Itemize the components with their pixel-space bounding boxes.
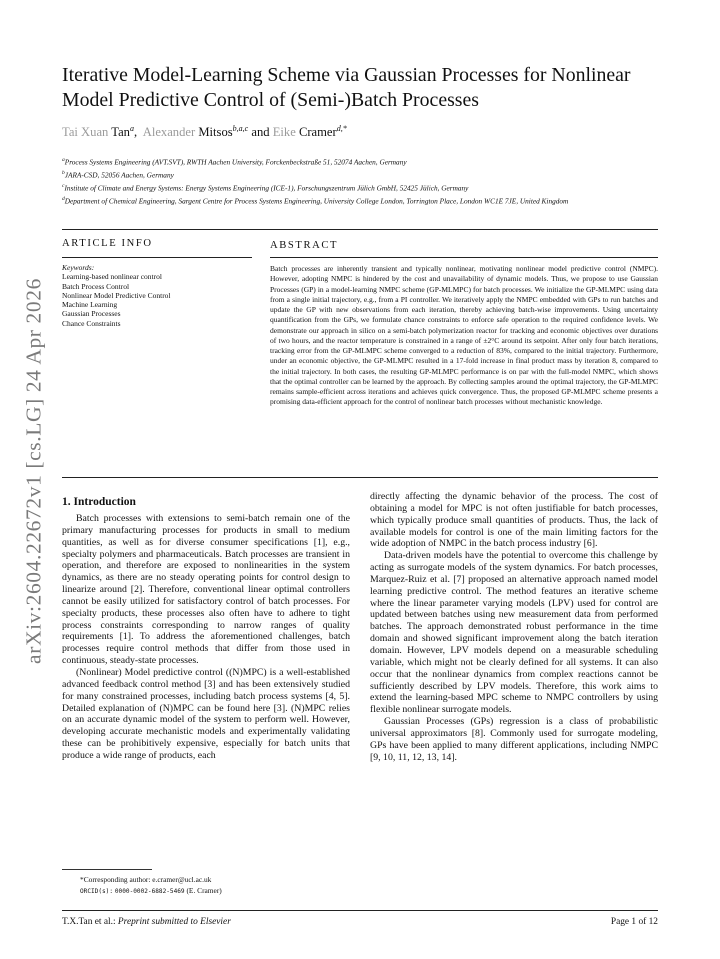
footnote: [80, 875, 350, 897]
arxiv-identifier: arXiv:2604.22672v1 [cs.LG] 24 Apr 2026: [21, 278, 46, 664]
paper-title: [62, 63, 672, 113]
orcid-name: (E. Cramer): [186, 885, 222, 895]
affiliation-mark: b: [62, 170, 65, 176]
affiliation-d: [62, 194, 662, 207]
intro-paragraph: (Nonlinear) Model predictive control ((N)MPC) is a well-established advanced feedback control method [3] and has been extensively studied for many constrained processes, including batch process systems [4, 5]. Detailed explanation of (N)MPC can be found here [3]. (N)MPC relies on an accurate dynamic model of the system to perform well. However, developing accurate mechanistic models and experimentally validating these can be prohibitively expensive, especially for batch units that produce a wide range of products, each: [62, 666, 350, 761]
author-first-name: Alexander: [142, 125, 196, 140]
footer-authors: T.X.Tan et al.:: [62, 917, 116, 927]
author-affil-mark: b,a,c: [232, 124, 249, 133]
intro-paragraph: Batch processes with extensions to semi-batch remain one of the primary manufacturing processes for products in small to medium quantities, as well as for diverse consumer specifications [1], e.g., specialty polymers and pharmaceuticals. Batch processes are transient in operation, and therefore are exposed to nonlinearities in the system dynamics, as there are no steady operating points for control design to linearize around [2]. Therefore, conventional linear optimal controllers cannot be easily utilized for satisfactory control of batch processes. For specialty products, these processes also often have to adhere to tight process constraints corresponding to narrow ranges of quality requirements [1]. To address the aforementioned challenges, batch processes require control methods that differ from those used in continuous, steady-state processes.: [62, 513, 350, 667]
author-first-name: Eike: [272, 125, 296, 140]
keyword-item: Chance Constraints: [62, 318, 121, 328]
affiliation-mark: a: [62, 157, 65, 163]
keyword-item: Machine Learning: [62, 300, 118, 310]
author-last-name: Mitsos: [198, 125, 233, 140]
author-affil-mark: d,*: [336, 124, 347, 133]
orcid-label: ORCID(s):: [80, 887, 114, 895]
affiliation-text: Department of Chemical Engineering, Sargent Centre for Process Systems Engineering, University College London, Torrington Place, London WC1E 7JE, United Kingdom: [64, 196, 569, 206]
orcid-line: [80, 886, 350, 898]
affiliation-a: [62, 155, 662, 168]
article-info-rule: [62, 257, 252, 258]
keyword-item: Nonlinear Model Predictive Control: [62, 290, 171, 300]
affiliation-text: JARA-CSD, 52056 Aachen, Germany: [64, 170, 174, 180]
orcid-value: 0000-0002-6882-5469: [114, 887, 185, 895]
affiliation-c: [62, 181, 662, 194]
article-info-heading: ARTICLE INFO: [62, 238, 153, 249]
author-and: and: [251, 125, 270, 140]
affiliation-mark: c: [62, 183, 65, 189]
footer-left: [62, 917, 231, 927]
right-column: [370, 491, 658, 763]
arxiv-sidebar: [15, 262, 53, 680]
intro-paragraph: Gaussian Processes (GPs) regression is a class of probabilistic universal approximators [8]. Commonly used for surrogate modeling, GPs have been applied to many different applications, including NMPC [9, 10, 11, 12, 13, 14].: [370, 716, 658, 763]
affiliation-mark: d: [62, 196, 65, 202]
page-number: Page 1 of 12: [610, 917, 658, 927]
intro-paragraph: Data-driven models have the potential to overcome this challenge by acting as surrogate models of the system dynamics. For batch processes, Marquez-Ruiz et al. [7] proposed an alternative approach named model learning predictive control. The method features an iterative scheme where the linear parameter varying models (LPV) used for control are updated between batches using new measurement data from performed batches. The approach demonstrated robust performance in the time domain and showed significant improvement along the batch iteration domain. However, LPV models depend on a measurable scheduling variable, which might not be clearly defined for all systems. It can also occur that the nonlinear dynamics from complex reactions cannot be sufficiently described by LPV models. Therefore, this work aims to extend the learning-based MPC scheme to NMPC controllers by using flexible nonlinear surrogate models.: [370, 550, 658, 716]
abstract-heading: ABSTRACT: [270, 240, 339, 251]
affiliation-text: Process Systems Engineering (AVT.SVT), RWTH Aachen University, Forckenbeckstraße 51, 52074 Aachen, Germany: [64, 157, 407, 167]
title-line-2: Model Predictive Control of (Semi-)Batch Processes: [62, 89, 479, 111]
keyword-item: Batch Process Control: [62, 281, 130, 291]
abstract-bottom-rule: [62, 477, 658, 478]
abstract-rule: [270, 257, 658, 258]
footer-status: Preprint submitted to Elsevier: [117, 917, 231, 927]
left-column: [62, 513, 350, 762]
intro-paragraph: directly affecting the dynamic behavior of the process. The cost of obtaining a model for MPC is not often justifiable for batch processes, which typically produce small quantities of products. Thus, the lack of available models for control is one of the main limiting factors for the wide adoption of NMPC in the batch process industry [6].: [370, 491, 658, 550]
keyword-item: Learning-based nonlinear control: [62, 272, 162, 282]
corresponding-author: *Corresponding author: e.cramer@ucl.ac.uk: [80, 875, 212, 884]
header-rule: [62, 229, 658, 230]
author-last-name: Cramer: [298, 125, 337, 140]
abstract-body: [270, 264, 658, 408]
abstract-text: Batch processes are inherently transient and typically nonlinear, motivating nonlinear model predictive control (NMPC). However, adopting NMPC is hindered by the cost and unavailability of dynamic models. Thus, we propose to use Gaussian Processes (GP) in a model-learning NMPC scheme (GP-MLMPC) for batch processes. We initialize the GP-MLMPC using data from a single initial trajectory, e.g., from a PI controller. We iteratively apply the NMPC embedded with GPs to run batches and update the GP with new observations from each iteration, thereby achieving batch-wise improvements. Using uncertainty quantification from the GPs, we formulate chance constraints to enforce safe operation to the required confidence levels. We demonstrate our approach in silico on a semi-batch polymerization reactor for tracking and economic objectives over durations of two hours, and the reactor temperature is constrained in a range of ±2°C around its setpoint. After only four batch iterations, tracking error from the GP-MLMPC scheme converged to a reduction of 83%, compared to the initial trajectory. Furthermore, under an economic objective, the GP-MLMPC resulted in a 17-fold increase in final product mass by iteration 8, compared to the initial trajectory. In both cases, the resulting GP-MLMPC performance is on par with the full-model NMPC, which shows that the optimal controller can be learned by the approach. By collecting samples around the optimal trajectory, the GP-MLMPC remains sample-efficient across iterations and achieves quick convergence. Thus, the proposed GP-MLMPC scheme presents a promising data-efficient approach for the control of nonlinear batch processes without mechanistic knowledge.: [270, 264, 658, 407]
footnote-rule: [62, 869, 152, 870]
footer-rule: [62, 910, 658, 911]
keyword-item: Gaussian Processes: [62, 309, 121, 319]
author-last-name: Tan: [111, 125, 130, 140]
author-first-name: Tai Xuan: [62, 125, 109, 140]
keywords-block: [62, 263, 252, 328]
introduction-heading: 1. Introduction: [62, 496, 136, 508]
author-list: Tai Xuan Tan$^a$, Alexander Mitsos$^{b,a,c}$ and Eike Cramer$^{d,*}$: [62, 124, 347, 140]
author-affil-mark: a: [129, 124, 134, 133]
affiliation-b: [62, 168, 662, 181]
affiliation-text: Institute of Climate and Energy Systems: Energy Systems Engineering (ICE-1), Forschungszentrum Jülich GmbH, 52425 Jülich, Germany: [64, 183, 469, 193]
title-line-1: Iterative Model-Learning Scheme via Gaussian Processes for Nonlinear: [62, 64, 631, 86]
keywords-label: Keywords:: [62, 263, 95, 272]
